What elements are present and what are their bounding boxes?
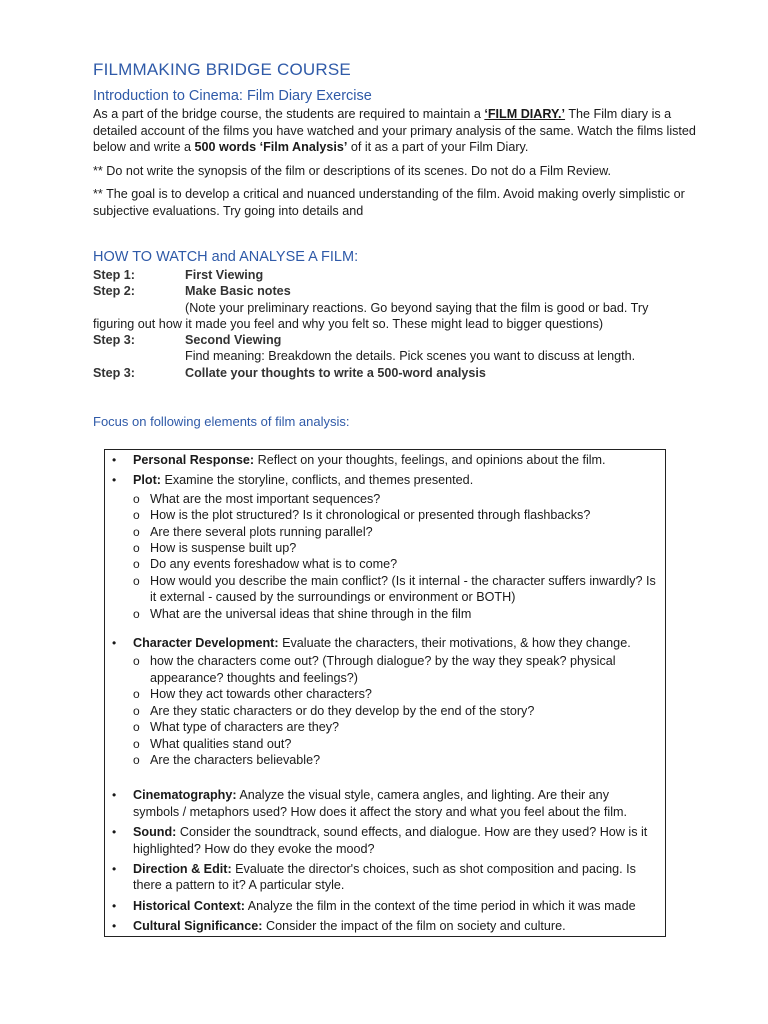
list-item	[105, 918, 657, 934]
bullet-icon: •	[112, 788, 117, 803]
circle-bullet-icon: o	[133, 654, 140, 669]
sub-item	[133, 491, 657, 507]
sub-item-text: What are the most important sequences?	[150, 491, 381, 506]
circle-bullet-icon: o	[133, 752, 140, 767]
page-subtitle: Introduction to Cinema: Film Diary Exercise	[93, 88, 372, 104]
item-text: Evaluate the characters, their motivations, & how they change.	[278, 636, 631, 651]
intro-text-e: of it as a part of your Film Diary.	[347, 140, 529, 154]
step-1	[93, 267, 703, 283]
bullet-icon: •	[112, 473, 117, 488]
item-label: Personal Response:	[133, 453, 255, 467]
sub-item-text: How is the plot structured? Is it chronological or presented through flashbacks?	[150, 508, 591, 523]
step-2	[93, 283, 703, 299]
sub-item-text: Are they static characters or do they develop by the end of the story?	[150, 703, 535, 718]
sub-item-text: What type of characters are they?	[150, 720, 339, 735]
item-label: Plot:	[133, 473, 161, 488]
item-text: Analyze the film in the context of the time period in which it was made	[244, 898, 636, 913]
sub-item	[133, 653, 657, 686]
page-title: FILMMAKING BRIDGE COURSE	[93, 60, 351, 79]
circle-bullet-icon: o	[133, 508, 140, 523]
circle-bullet-icon: o	[133, 703, 140, 718]
character-questions	[133, 653, 657, 768]
bullet-icon: •	[112, 919, 117, 934]
item-label: Cultural Significance:	[133, 919, 263, 934]
intro-text-c: The Film diary is a detailed account of the films you have watched and your primary analysis of the same. Watch the films listed below and write a	[93, 107, 696, 154]
sub-item-text: Are there several plots running parallel?	[150, 524, 373, 539]
circle-bullet-icon: o	[133, 541, 140, 556]
item-label: Historical Context:	[133, 898, 245, 913]
elements-box	[104, 449, 666, 937]
item-text: Consider the soundtrack, sound effects, and dialogue. How are they used? How is it highlighted? How do they evoke the mood?	[133, 825, 648, 856]
sub-item	[133, 736, 657, 752]
item-text: Analyze the visual style, camera angles, and lighting. Are their any symbols / metaphors used? How does it affect the story and what you feel about the film.	[133, 788, 627, 819]
sub-item	[133, 556, 657, 572]
film-diary-term: ‘FILM DIARY.’	[484, 107, 566, 121]
step-label: Step 3:	[93, 365, 135, 380]
item-text: Consider the impact of the film on society and culture.	[262, 919, 566, 934]
note-goal: ** The goal is to develop a critical and nuanced understanding of the film. Avoid making overly simplistic or subjective evaluations. Try going into details and	[93, 187, 685, 218]
sub-item	[133, 719, 657, 735]
step-label: Step 1:	[93, 268, 135, 282]
intro-paragraph	[93, 106, 703, 156]
step-3-note: Find meaning: Breakdown the details. Pick scenes you want to discuss at length.	[185, 349, 636, 364]
sub-item-text: How they act towards other characters?	[150, 687, 372, 702]
sub-item	[133, 686, 657, 702]
list-item	[105, 472, 657, 622]
list-item	[105, 452, 657, 468]
sub-item-text: How is suspense built up?	[150, 541, 297, 556]
item-label: Cinematography:	[133, 788, 237, 803]
circle-bullet-icon: o	[133, 736, 140, 751]
sub-item	[133, 703, 657, 719]
circle-bullet-icon: o	[133, 687, 140, 702]
sub-item	[133, 573, 657, 606]
elements-list	[105, 450, 665, 935]
note-no-synopsis: ** Do not write the synopsis of the film or descriptions of its scenes. Do not do a Film Review.	[93, 163, 611, 178]
sub-item-text: Are the characters believable?	[150, 752, 321, 767]
bullet-icon: •	[112, 453, 117, 467]
step-text: First Viewing	[185, 268, 264, 282]
intro-text-a: As a part of the bridge course, the students are required to maintain a	[93, 107, 485, 121]
circle-bullet-icon: o	[133, 606, 140, 621]
sub-item	[133, 606, 657, 622]
sub-item	[133, 524, 657, 540]
item-text: Reflect on your thoughts, feelings, and opinions about the film.	[254, 453, 606, 467]
sub-item-text: how the characters come out? (Through dialogue? by the way they speak? physical appearance? thoughts and feelings?)	[150, 654, 616, 685]
step-label: Step 2:	[93, 284, 135, 299]
step-text: Make Basic notes	[185, 284, 291, 299]
step-3	[93, 332, 703, 348]
list-item	[105, 861, 657, 894]
bullet-icon: •	[112, 636, 117, 651]
circle-bullet-icon: o	[133, 557, 140, 572]
circle-bullet-icon: o	[133, 491, 140, 506]
circle-bullet-icon: o	[133, 524, 140, 539]
focus-heading: Focus on following elements of film analysis:	[93, 414, 350, 430]
item-label: Direction & Edit:	[133, 861, 232, 876]
bullet-icon: •	[112, 825, 117, 840]
step-2-note: (Note your preliminary reactions. Go beyond saying that the film is good or bad. Try	[185, 300, 649, 315]
howto-heading: HOW TO WATCH and ANALYSE A FILM:	[93, 249, 359, 265]
sub-item	[133, 752, 657, 768]
list-item	[105, 824, 657, 857]
film-analysis-term: 500 words ‘Film Analysis’	[194, 140, 348, 154]
sub-item	[133, 540, 657, 556]
list-item	[105, 787, 657, 820]
document-page	[93, 60, 703, 435]
list-item	[105, 898, 657, 914]
plot-questions	[133, 491, 657, 622]
sub-item-text: What are the universal ideas that shine through in the film	[150, 606, 472, 621]
step-4	[93, 365, 703, 381]
step-text: Collate your thoughts to write a 500-word analysis	[185, 365, 486, 380]
sub-item	[133, 507, 657, 523]
step-2-note-cont: figuring out how it made you feel and why you felt so. These might lead to bigger questions)	[93, 316, 604, 331]
circle-bullet-icon: o	[133, 720, 140, 735]
sub-item-text: What qualities stand out?	[150, 736, 292, 751]
item-label: Character Development:	[133, 636, 279, 651]
bullet-icon: •	[112, 898, 117, 913]
list-item	[105, 635, 657, 768]
bullet-icon: •	[112, 861, 117, 876]
circle-bullet-icon: o	[133, 573, 140, 588]
sub-item-text: Do any events foreshadow what is to come?	[150, 557, 398, 572]
sub-item-text: How would you describe the main conflict? (Is it internal - the character suffers inwardly? Is it external - caused by the surroundings or environment or BOTH)	[150, 573, 656, 605]
step-label: Step 3:	[93, 333, 135, 348]
step-text: Second Viewing	[185, 333, 282, 348]
item-label: Sound:	[133, 825, 177, 840]
item-text: Evaluate the director's choices, such as shot composition and pacing. Is there a pattern to it? A particular style.	[133, 861, 636, 893]
item-text: Examine the storyline, conflicts, and themes presented.	[160, 473, 474, 488]
